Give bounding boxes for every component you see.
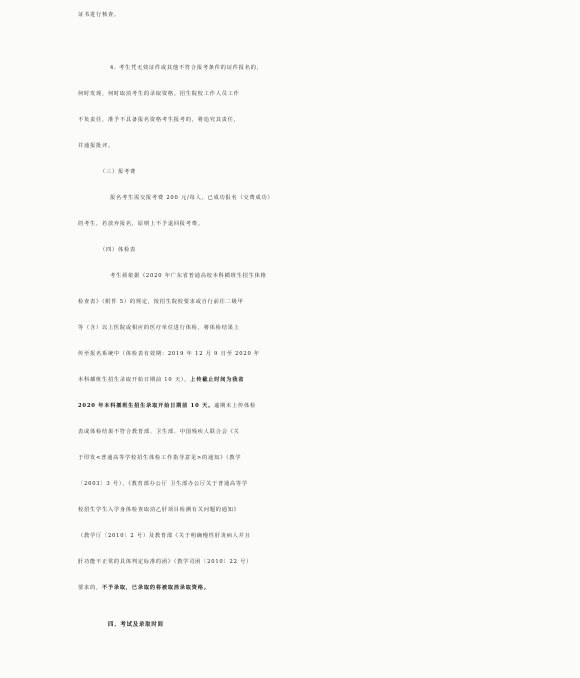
bold-text: 上传截止时间为我省	[190, 377, 245, 383]
text-line: 报名考生需交报考费 200 元/每人。已成功报名（交费成功）	[110, 195, 274, 201]
text-line: （教学厅〔2010〕2 号）及教育部《关于明确慢性肝炎病人并且	[78, 533, 251, 539]
text-line: 2020 年本科插班生招生录取开始日期前 10 天。逾期未上传体检	[78, 403, 256, 409]
text-line: 4. 考生凭无效证件或其他不符合报考条件的证件报名的，	[110, 65, 263, 71]
text-line: 何时发现，何时取消考生的录取资格。招生院校工作人员工作	[78, 91, 240, 97]
text-line: 不负责任，准予不具备报名资格考生报考的，将追究其责任，	[78, 117, 240, 123]
text-line: 考生须依据《2020 年广东省普通高校本科插班生招生体格	[110, 273, 267, 279]
section-heading: （四）体检表	[100, 247, 136, 253]
text-line: 〔2003〕3 号）、《教育部办公厅 卫生部办公厅关于普通高等学	[78, 481, 248, 487]
text-line: 的考生，若放弃报名，原则上不予退回报考费。	[78, 221, 204, 227]
text-line: 本科插班生招生录取开始日期前 10 天），上传截止时间为我省	[78, 377, 245, 383]
bold-text: 不予录取，已录取的将被取消录取资格。	[101, 585, 210, 591]
bold-text: 2020 年本科插班生招生录取开始日期前 10 天。	[78, 403, 215, 409]
text-line: 证书进行核查。	[78, 12, 120, 18]
text-line: 校招生学生入学身体检查取消乙肝项目检测有关问题的通知》	[78, 507, 240, 513]
text-line: 检查表》（附件 5）的规定，按招生院校要求或自行前往二级甲	[78, 299, 244, 305]
text-line: 肝功能不正常的具体判定标准的函》（教学司函〔2010〕22 号）	[78, 559, 253, 565]
text-line: 等（含）以上医院或相应的医疗单位进行体检，将体检结果上	[78, 325, 240, 331]
text-line: 并通报批评。	[78, 143, 114, 149]
text-line: 要求的，不予录取，已录取的将被取消录取资格。	[78, 585, 210, 591]
section-heading: （三）报考费	[100, 169, 136, 175]
chapter-heading: 四、考试及录取时间	[108, 622, 164, 628]
text-line: 于印发<普通高等学校招生体检工作指导意见>的通知》（教学	[78, 455, 242, 461]
text-line: 传至报名系统中（体检表有效期：2019 年 12 月 9 日至 2020 年	[78, 351, 260, 357]
text-line: 表或体检结果不符合教育部、卫生部、中国残疾人联合会《关	[78, 429, 240, 435]
